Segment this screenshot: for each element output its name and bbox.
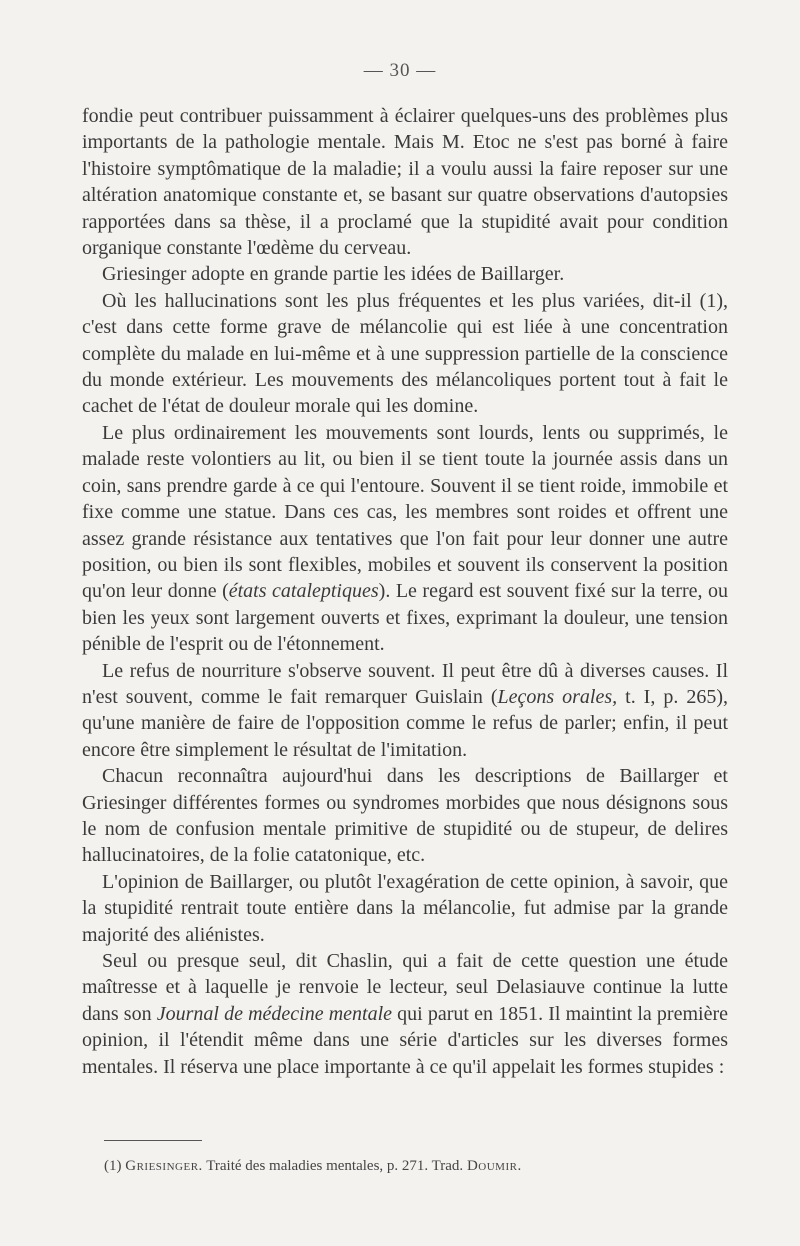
text-run: Griesinger adopte en grande partie les idées de Baillarger. <box>102 263 565 286</box>
paragraph-5 <box>82 763 728 869</box>
text-run: qui parut en 1851. Il maintint la première opinion, il l'étendit même dans une série d'articles sur les diverses formes mentales. Il réserva une place importante à ce qu'il appelait les formes stupides : <box>82 1002 728 1078</box>
text-run: Où les hallucinations sont les plus fréquentes et les plus variées, dit-il (1), c'est dans cette forme grave de mélancolie qui est liée à une concentration complète du malade en lui-même et à une suppression partielle de la conscience du monde extérieur. Les mouvements des mélancoliques portent tout à fait le cachet de l'état de douleur morale qui les domine. <box>82 289 728 418</box>
text-run: fondie peut contribuer puissamment à éclairer quelques-uns des problèmes plus importants de la pathologie mentale. Mais M. Etoc ne s'est pas borné à faire l'histoire symptômatique de la maladie; il a voulu aussi la faire reposer sur une altération anatomique constante et, se basant sur quatre observations d'autopsies rapportées dans sa thèse, il a proclamé que la stupidité avait pour condition organique constante l'œdème du cerveau. <box>82 105 728 260</box>
text-run: ). Le regard est souvent fixé sur la terre, ou bien les yeux sont largement ouverts et fixes, exprimant la douleur, une tension pénible de l'esprit ou de l'étonnement. <box>82 580 728 656</box>
paragraph-1 <box>82 261 728 287</box>
paragraph-7 <box>82 948 728 1080</box>
paragraph-2 <box>82 288 728 420</box>
footnote-divider <box>104 1140 202 1141</box>
italic-journal-title: Journal de médecine mentale <box>156 1002 393 1025</box>
text-run: Le plus ordinairement les mouvements sont lourds, lents ou supprimés, le malade reste volontiers au lit, ou bien il se tient toute la journée assis dans un coin, sans prendre garde à ce qui l'entoure. Souvent il se tient roide, immobile et fixe comme une statue. Dans ces cas, les membres sont roides et offrent une assez grande résistance aux tentatives que l'on fait pour leur donner une autre position, ou bien ils sont flexibles, mobiles et souvent ils conservent la position qu'on leur donne ( <box>82 421 728 603</box>
paragraph-0 <box>82 103 728 261</box>
text-run: Seul ou presque seul, dit Chaslin, qui a fait de cette question une étude maîtresse et à laquelle je renvoie le lecteur, seul Delasiauve continue la lutte dans son <box>82 950 728 1025</box>
footnote-text: Traité des maladies mentales, p. 271. Trad. <box>206 1158 464 1174</box>
footnote-translator: Doumir. <box>466 1158 522 1174</box>
italic-citation: Leçons orales, <box>497 685 618 708</box>
text-run: Chacun reconnaîtra aujourd'hui dans les descriptions de Baillarger et Griesinger différentes formes ou syndromes morbides que nous désignons sous le nom de confusion mentale primitive de stupidité ou de stupeur, de delires hallucinatoires, de la folie catatonique, etc. <box>82 765 728 867</box>
footnote-author: Griesinger. <box>125 1158 203 1174</box>
page-number: — 30 — <box>363 60 437 81</box>
paragraph-4 <box>82 658 728 764</box>
italic-term: états cataleptiques <box>228 580 379 603</box>
footnote <box>104 1156 728 1176</box>
body-text <box>82 103 728 1080</box>
text-run: Le refus de nourriture s'observe souvent. Il peut être dû à diverses causes. Il n'est souvent, comme le fait remarquer Guislain ( <box>82 659 728 708</box>
text-run: L'opinion de Baillarger, ou plutôt l'exagération de cette opinion, à savoir, que la stupidité rentrait toute entière dans la mélancolie, fut admise par la grande majorité des aliénistes. <box>82 870 728 946</box>
text-run: t. I, p. 265), qu'une manière de faire de l'opposition comme le refus de parler; enfin, il peut encore être simplement le résultat de l'imitation. <box>82 685 728 761</box>
paragraph-3 <box>82 420 728 658</box>
paragraph-6 <box>82 869 728 948</box>
footnote-marker: (1) <box>104 1158 122 1174</box>
